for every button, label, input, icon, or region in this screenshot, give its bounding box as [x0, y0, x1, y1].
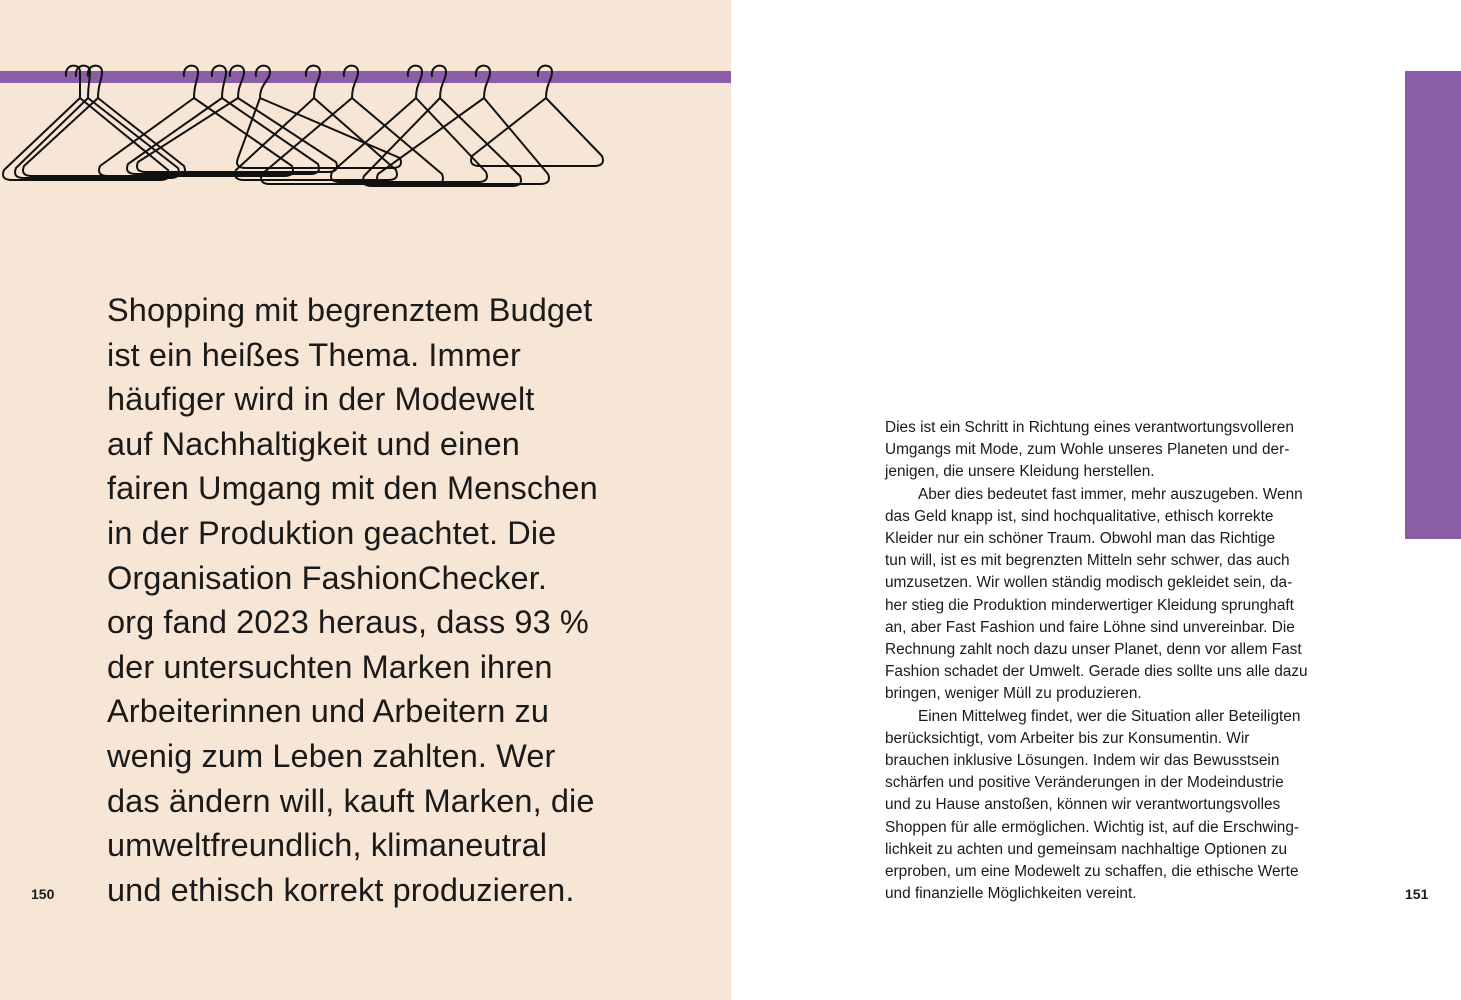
body-line: bringen, weniger Müll zu produzieren. — [885, 685, 1142, 703]
body-text — [885, 417, 1355, 905]
body-line: und finanzielle Möglichkeiten vereint. — [885, 885, 1137, 903]
body-line: Umgangs mit Mode, zum Wohle unseres Planeten und der- — [885, 441, 1290, 459]
body-line: jenigen, die unsere Kleidung herstellen. — [885, 463, 1155, 481]
body-line: Dies ist ein Schritt in Richtung eines verantwortungsvolleren — [885, 419, 1294, 436]
body-line: Shoppen für alle ermöglichen. Wichtig ist, auf die Erschwing- — [885, 818, 1300, 836]
body-line: berücksichtigt, vom Arbeiter bis zur Konsumentin. Wir — [885, 729, 1250, 747]
pull-quote-line: in der Produktion geachtet. Die — [107, 514, 557, 551]
pull-quote-line: Shopping mit begrenztem Budget — [107, 292, 593, 328]
body-line: Kleider nur ein schöner Traum. Obwohl man das Richtige — [885, 530, 1276, 548]
purple-tab-bar — [1405, 71, 1461, 539]
pull-quote-line: wenig zum Leben zahlten. Wer — [107, 737, 556, 774]
body-line: umzusetzen. Wir wollen ständig modisch gekleidet sein, da- — [885, 574, 1293, 592]
page-number-right: 151 — [1405, 886, 1429, 902]
body-line: Aber dies bedeutet fast immer, mehr auszugeben. Wenn — [918, 485, 1303, 503]
pull-quote-line: auf Nachhaltigkeit und einen — [107, 425, 520, 462]
pull-quote-line: fairen Umgang mit den Menschen — [107, 470, 598, 507]
pull-quote-line: der untersuchten Marken ihren — [107, 648, 553, 685]
pull-quote-line: umweltfreundlich, klimaneutral — [107, 827, 548, 864]
body-line: das Geld knapp ist, sind hochqualitative, ethisch korrekte — [885, 507, 1274, 525]
body-line: Fashion schadet der Umwelt. Gerade dies sollte uns alle dazu — [885, 663, 1308, 681]
hanger-icon — [15, 66, 179, 178]
body-line: schärfen und positive Veränderungen in der Modeindustrie — [885, 774, 1284, 792]
pull-quote-line: Arbeiterinnen und Arbeitern zu — [107, 693, 550, 730]
body-line: brauchen inklusive Lösungen. Indem wir das Bewusstsein — [885, 752, 1280, 770]
pull-quote-line: häufiger wird in der Modewelt — [107, 381, 535, 418]
body-line: erproben, um eine Modewelt zu schaffen, die ethische Werte — [885, 863, 1299, 881]
pull-quote-line: Organisation FashionChecker. — [107, 559, 547, 596]
body-line: Einen Mittelweg findet, wer die Situation aller Beteiligten — [918, 707, 1301, 725]
body-line: lichkeit zu achten und gemeinsam nachhaltige Optionen zu — [885, 840, 1288, 858]
pull-quote-line: das ändern will, kauft Marken, die — [107, 782, 595, 819]
body-line: her stieg die Produktion minderwertiger Kleidung sprunghaft — [885, 596, 1294, 614]
body-line: und zu Hause anstoßen, können wir verantwortungsvolles — [885, 796, 1281, 814]
pull-quote-line: und ethisch korrekt produzieren. — [107, 871, 575, 908]
pull-quote-line: org fand 2023 heraus, dass 93 % — [107, 604, 589, 641]
body-line: Rechnung zahlt noch dazu unser Planet, denn vor allem Fast — [885, 641, 1302, 659]
hanger-icon — [261, 66, 443, 184]
page-number-left: 150 — [31, 886, 55, 902]
pull-quote — [107, 288, 707, 912]
body-line: an, aber Fast Fashion und faire Löhne sind unvereinbar. Die — [885, 618, 1295, 636]
hanger-icon — [23, 66, 185, 176]
hanger-icon — [471, 66, 603, 166]
right-page — [731, 0, 1461, 1000]
pull-quote-line: ist ein heißes Thema. Immer — [107, 336, 521, 373]
clothes-hangers-icon — [0, 60, 731, 200]
body-line: tun will, ist es mit begrenzten Mitteln sehr schwer, das auch — [885, 552, 1290, 570]
